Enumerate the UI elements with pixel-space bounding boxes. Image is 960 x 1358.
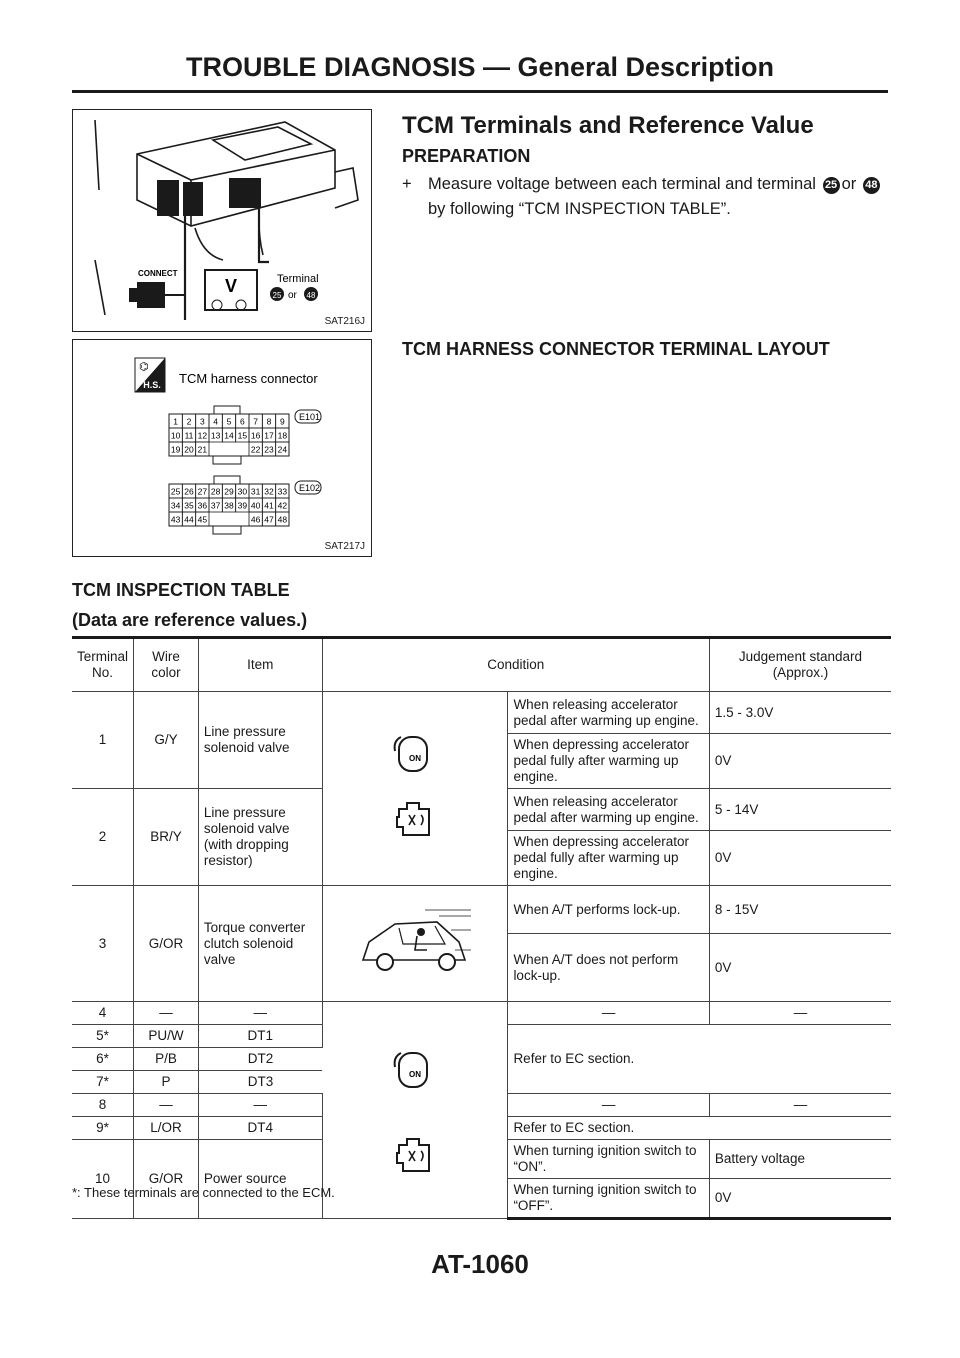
connector-pin-label: 27 — [197, 486, 208, 497]
terminal-48-badge: 48 — [863, 177, 880, 194]
table-row: 9* L/OR DT4 Refer to EC section. — [72, 1117, 891, 1140]
table-subheading: (Data are reference values.) — [72, 610, 308, 630]
table-row: 8 — — — — — [72, 1094, 891, 1117]
ignition-engine-icons — [322, 692, 508, 886]
svg-text:48: 48 — [306, 291, 316, 300]
connector-title: TCM harness connector — [179, 371, 318, 386]
connector-pin-label: 20 — [184, 444, 194, 455]
connector-e101-id: E101 — [299, 412, 321, 422]
connector-pin-label: 13 — [210, 430, 221, 441]
connector-pin-label: 41 — [264, 500, 274, 511]
table-row: When turning ignition switch to “OFF”. 0V — [72, 1179, 891, 1219]
connector-pin-label: 48 — [277, 514, 288, 525]
table-row: When A/T does not perform lock-up. 0V — [72, 934, 891, 1002]
connector-e102-id: E102 — [299, 483, 321, 493]
ignition-on-icon — [385, 1033, 445, 1183]
header-rule — [72, 90, 888, 93]
connector-e101 — [169, 406, 289, 464]
table-footnote: *: These terminals are connected to the ECM. — [72, 1185, 335, 1200]
connector-pin-label: 35 — [184, 500, 194, 511]
connector-pin-label: 39 — [237, 500, 248, 511]
connector-pin-label: 15 — [237, 430, 248, 441]
svg-text:ON: ON — [409, 1070, 422, 1079]
figure-voltmeter-connection — [72, 109, 372, 332]
connector-pin-label: 42 — [277, 500, 288, 511]
connector-pin-label: 36 — [197, 500, 208, 511]
connector-pin-label: 23 — [264, 444, 274, 455]
terminal-25-badge: 25 — [823, 177, 840, 194]
connector-pin-label: 1 — [173, 416, 179, 427]
connector-pin-label: 40 — [250, 500, 261, 511]
connector-pin-label: 21 — [197, 444, 208, 455]
table-row: 4 — — ON — — — [72, 1002, 891, 1025]
connector-pin-label: 19 — [170, 444, 181, 455]
connector-layout-illustration — [73, 340, 371, 556]
svg-text:ON: ON — [409, 753, 422, 763]
svg-text:25: 25 — [272, 291, 282, 300]
meter-label: V — [224, 276, 238, 296]
col-judgement: Judgement standard (Approx.) — [709, 638, 891, 692]
bullet-marker: + — [402, 175, 412, 193]
connector-pin-label: 5 — [226, 416, 232, 427]
connector-pin-label: 34 — [170, 500, 181, 511]
table-row: 1 G/Y Line pressure solenoid valve ON When releasing accelerator pedal after warming up engine. 1.5 - 3.0V — [72, 692, 891, 734]
connector-pin-label: 12 — [197, 430, 208, 441]
connector-pin-label: 14 — [224, 430, 234, 441]
col-condition: Condition — [322, 638, 709, 692]
connector-pin-label: 22 — [250, 444, 261, 455]
svg-text:H.S.: H.S. — [143, 380, 161, 390]
driving-car-icon — [322, 886, 508, 1002]
table-row: 3 G/OR Torque converter clutch solenoid valve When A/T performs lock-up. 8 - 15V — [72, 886, 891, 934]
ignition-engine-icons — [322, 1002, 508, 1219]
connector-pin-label: 6 — [239, 416, 245, 427]
svg-text:or: or — [288, 290, 297, 301]
connector-pin-label: 25 — [170, 486, 181, 497]
col-terminal: Terminal No. — [72, 638, 134, 692]
connector-pin-label: 17 — [264, 430, 274, 441]
connector-pin-label: 29 — [224, 486, 234, 497]
engine-icon — [397, 1139, 429, 1171]
table-header-row — [72, 638, 891, 692]
harness-icon: ⌬ — [139, 360, 149, 373]
connector-pin-label: 24 — [277, 444, 288, 455]
table-row: 7* P DT3 — [72, 1071, 891, 1094]
connector-pin-label: 11 — [184, 430, 194, 441]
connector-pin-label: 45 — [197, 514, 208, 525]
layout-heading: TCM HARNESS CONNECTOR TERMINAL LAYOUT — [402, 339, 830, 359]
connector-pin-label: 9 — [279, 416, 285, 427]
connector-pin-label: 3 — [199, 416, 205, 427]
connector-pin-label: 10 — [170, 430, 181, 441]
connector-pin-label: 46 — [250, 514, 261, 525]
inspection-table — [72, 636, 891, 1220]
connector-pin-label: 26 — [184, 486, 194, 497]
page-number: AT-1060 — [431, 1249, 529, 1279]
connector-pin-label: 8 — [266, 416, 272, 427]
table-row: 5* PU/W DT1 Refer to EC section. — [72, 1025, 891, 1048]
connector-pin-label: 16 — [250, 430, 261, 441]
table-row: 2 BR/Y Line pressure solenoid valve (with dropping resistor) When releasing accelerator pedal after warming up engine. 5 - 14V — [72, 789, 891, 831]
connector-pin-label: 44 — [184, 514, 194, 525]
connector-pin-label: 30 — [237, 486, 248, 497]
connector-pin-label: 38 — [224, 500, 234, 511]
connector-pin-label: 2 — [186, 416, 192, 427]
car-driving-icon — [355, 902, 475, 982]
figure-connector-layout — [72, 339, 372, 557]
connector-pin-label: 47 — [264, 514, 274, 525]
col-wire: Wire color — [134, 638, 199, 692]
connector-pin-label: 43 — [170, 514, 181, 525]
terminal-label: Terminal — [277, 273, 319, 285]
connector-pin-label: 28 — [210, 486, 221, 497]
table-row: When depressing accelerator pedal fully after warming up engine. 0V — [72, 734, 891, 789]
table-row: When depressing accelerator pedal fully after warming up engine. 0V — [72, 831, 891, 886]
connector-pin-label: 32 — [264, 486, 274, 497]
table-heading: TCM INSPECTION TABLE — [72, 580, 290, 600]
table-row: 10 G/OR Power source When turning ignition switch to “ON”. Battery voltage — [72, 1140, 891, 1179]
figure-code: SAT217J — [324, 541, 365, 552]
connect-label: CONNECT — [138, 269, 178, 278]
connector-pin-label: 33 — [277, 486, 288, 497]
connector-pin-label: 4 — [213, 416, 219, 427]
connector-pin-label: 18 — [277, 430, 288, 441]
connector-pin-label: 37 — [210, 500, 221, 511]
tcm-voltmeter-illustration — [73, 110, 371, 331]
figure-code: SAT216J — [324, 316, 365, 327]
connector-pin-label: 31 — [250, 486, 261, 497]
ignition-on-icon — [385, 727, 445, 847]
connector-e102 — [169, 476, 289, 534]
connector-pin-label: 7 — [253, 416, 259, 427]
engine-icon — [397, 803, 429, 835]
section-title: TCM Terminals and Reference Value — [402, 112, 814, 139]
preparation-heading: PREPARATION — [402, 146, 531, 166]
page-header: TROUBLE DIAGNOSIS — General Description — [185, 52, 775, 82]
col-item: Item — [198, 638, 322, 692]
table-row: 6* P/B DT2 — [72, 1048, 891, 1071]
